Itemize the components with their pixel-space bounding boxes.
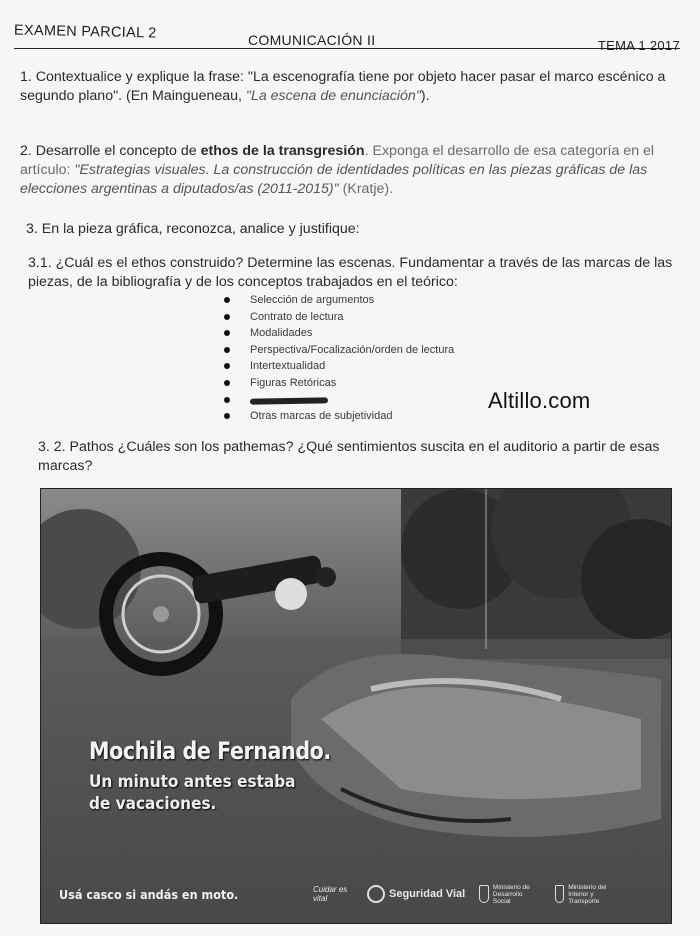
tema-year: TEMA 1 2017 <box>597 38 680 53</box>
poster-title: Mochila de Fernando. <box>89 737 331 765</box>
question-2-article: "Estrategias visuales. La construcción de identidades políticas en las piezas gráficas de las elecciones argentinas a diputados/as (2011-2015)" <box>20 162 648 197</box>
ministerio-desarrollo-logo <box>479 884 541 905</box>
list-item: Figuras Retóricas <box>222 375 454 392</box>
list-item: Modalidades <box>222 325 454 342</box>
question-2-mid: . Exponga el desarrollo de esa categoría en el artículo: <box>20 143 655 178</box>
question-2 <box>20 142 690 199</box>
poster-photo <box>41 489 671 923</box>
graphic-piece-poster <box>40 488 672 924</box>
watermark: Altillo.com <box>488 388 591 413</box>
poster-subtitle-line-1: Un minuto antes estaba <box>89 772 296 792</box>
cuidar-logo: Cuidar es vital <box>313 885 348 903</box>
question-3-1: 3.1. ¿Cuál es el ethos construido? Determine las escenas. Fundamentar a través de las marcas de las piezas, de la bibliografía y de los conceptos trabajados en el teórico: <box>28 255 673 290</box>
ministerio-desarrollo-label: Ministerio de Desarrollo Social <box>492 883 530 905</box>
list-item-struck <box>222 392 454 409</box>
question-1-ref: "La escena de enunciación" <box>245 88 421 104</box>
ministerio-interior-logo <box>555 884 617 905</box>
list-item: Selección de argumentos <box>222 292 454 309</box>
ministerio-interior-label: Ministerio del Interior y Transporte <box>568 883 607 905</box>
question-2-end: (Kratje). <box>338 181 394 197</box>
question-1 <box>20 68 690 106</box>
seguridad-vial-label: Seguridad Vial <box>389 887 466 900</box>
question-1-end: ). <box>420 88 430 104</box>
shield-icon <box>479 885 489 903</box>
list-item: Contrato de lectura <box>222 309 454 326</box>
poster-logos <box>313 879 617 909</box>
question-1-text: 1. Contextualice y explique la frase: "La escenografía tiene por objeto hacer pasar el marco escénico a segundo plano". (En Maingueneau, <box>20 69 666 104</box>
criteria-list <box>222 292 454 425</box>
seguridad-vial-icon <box>367 885 385 903</box>
question-3: 3. En la pieza gráfica, reconozca, analice y justifique: <box>26 221 360 237</box>
question-3-2: 3. 2. Pathos ¿Cuáles son los pathemas? ¿Qué sentimientos suscita en el auditorio a partir de esas marcas? <box>38 439 660 474</box>
seguridad-vial-logo <box>367 885 465 903</box>
list-item: Intertextualidad <box>222 358 454 375</box>
question-2-concept: ethos de la transgresión <box>200 143 365 159</box>
list-item: Perspectiva/Focalización/orden de lectura <box>222 342 454 359</box>
exam-header <box>13 22 680 53</box>
poster-subtitle-line-2: de vacaciones. <box>89 794 217 814</box>
subject-title: COMUNICACIÓN II <box>248 32 376 48</box>
shield-icon <box>555 885 564 903</box>
question-2-lead: 2. Desarrolle el concepto de <box>20 143 201 159</box>
exam-title: EXAMEN PARCIAL 2 <box>13 22 157 42</box>
scribble-mark <box>250 397 328 404</box>
list-item: Otras marcas de subjetividad <box>222 408 454 425</box>
poster-footer-slogan: Usá casco si andás en moto. <box>59 887 239 902</box>
poster-subtitle <box>89 771 296 815</box>
